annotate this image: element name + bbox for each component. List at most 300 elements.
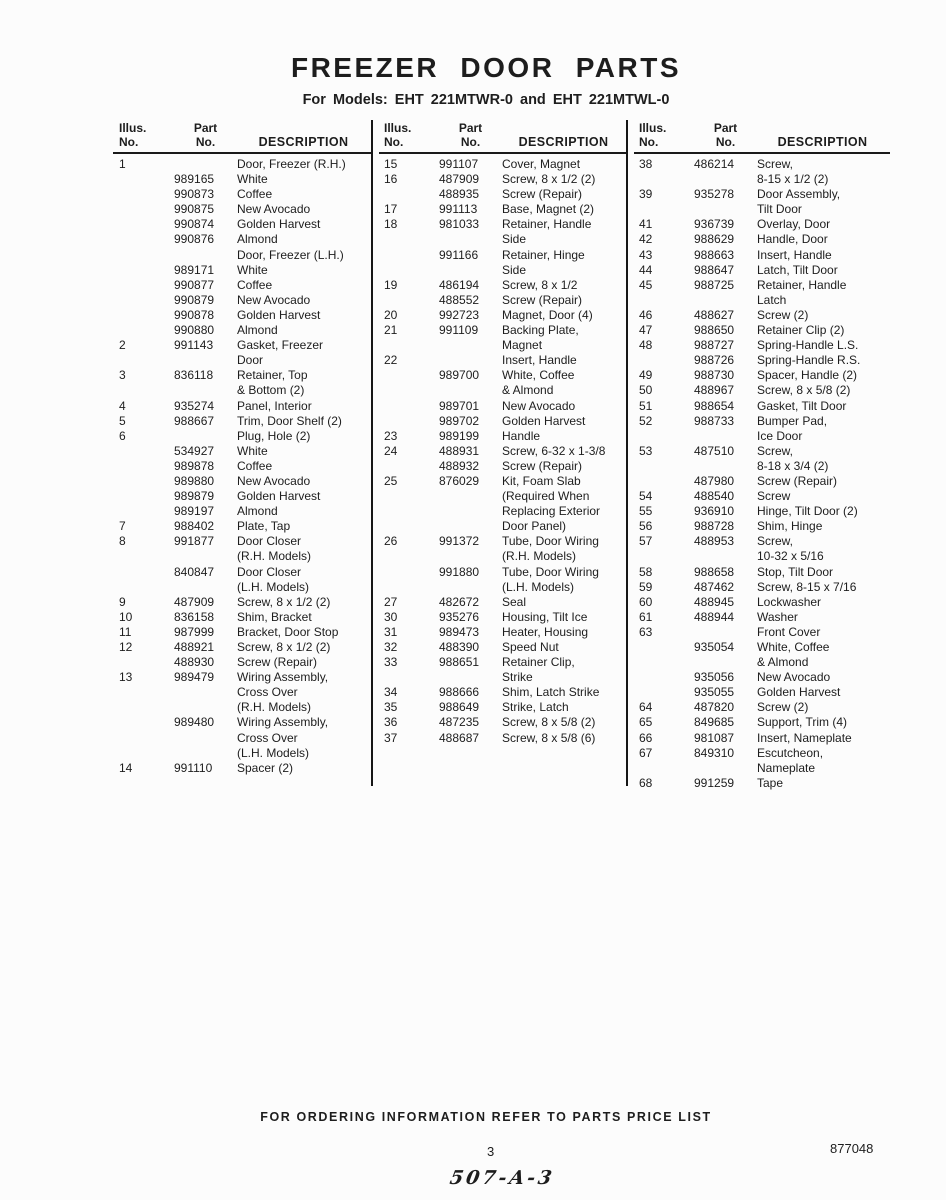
illus-no-cell: 49 bbox=[639, 368, 653, 383]
illus-no-cell: 57 bbox=[639, 534, 653, 549]
table-row bbox=[119, 368, 372, 383]
part-no-cell bbox=[439, 383, 502, 398]
table-row bbox=[384, 595, 627, 610]
table-row bbox=[639, 459, 890, 474]
illus-no-cell bbox=[384, 459, 439, 474]
illus-no-cell bbox=[119, 202, 174, 217]
part-no-cell: 488540 bbox=[694, 489, 735, 504]
illus-no-cell bbox=[639, 172, 694, 187]
description-cell: Tube, Door Wiring bbox=[502, 534, 599, 549]
description-cell: Door Assembly, bbox=[757, 187, 841, 202]
table-row bbox=[639, 746, 890, 761]
table-row bbox=[639, 565, 890, 580]
table-row bbox=[384, 655, 627, 670]
illus-no-cell: 35 bbox=[384, 700, 398, 715]
description-cell: Lockwasher bbox=[757, 594, 822, 609]
description-header: DESCRIPTION bbox=[777, 135, 868, 149]
description-cell: Door Closer bbox=[237, 564, 302, 579]
illus-no-cell bbox=[384, 519, 439, 534]
table-row bbox=[639, 731, 890, 746]
illus-no-cell: 46 bbox=[639, 307, 653, 322]
illus-no-cell: 31 bbox=[384, 624, 398, 639]
illus-no-cell: 9 bbox=[119, 594, 126, 609]
description-cell: Nameplate bbox=[757, 760, 816, 775]
table-row bbox=[639, 232, 890, 247]
part-no-cell: 488627 bbox=[694, 307, 735, 322]
illus-no-cell: 27 bbox=[384, 594, 398, 609]
part-no-cell: 989473 bbox=[439, 624, 480, 639]
illus-no-cell bbox=[639, 474, 694, 489]
description-cell: Gasket, Tilt Door bbox=[757, 398, 847, 413]
illus-no-cell bbox=[384, 338, 439, 353]
table-row bbox=[384, 731, 627, 746]
description-cell: Side bbox=[502, 232, 527, 247]
illus-no-cell: 51 bbox=[639, 398, 653, 413]
illus-no-cell bbox=[384, 565, 439, 580]
illus-no-cell: 1 bbox=[119, 157, 126, 171]
header-line: Illus. bbox=[384, 121, 412, 135]
illus-no-cell: 2 bbox=[119, 338, 126, 353]
description-cell: Replacing Exterior bbox=[502, 504, 601, 519]
illus-no-cell bbox=[119, 700, 174, 715]
parts-column-left bbox=[113, 121, 372, 776]
part-no-cell: 989880 bbox=[174, 473, 215, 488]
part-no-cell bbox=[439, 338, 502, 353]
illus-no-cell bbox=[639, 761, 694, 776]
description-cell: Shim, Hinge bbox=[757, 519, 823, 534]
handwritten-note: 507-A-3 bbox=[448, 1167, 557, 1189]
table-row bbox=[384, 187, 627, 202]
part-no-cell: 935055 bbox=[694, 685, 735, 700]
table-row bbox=[119, 278, 372, 293]
description-cell: Gasket, Freezer bbox=[237, 338, 324, 353]
header-line: Part bbox=[193, 121, 218, 135]
part-no-cell bbox=[694, 549, 757, 564]
table-row bbox=[384, 580, 627, 595]
illus-no-cell: 30 bbox=[384, 609, 398, 624]
table-row bbox=[119, 549, 372, 564]
part-no-cell bbox=[694, 625, 757, 640]
description-cell: (Required When bbox=[502, 489, 590, 504]
part-no-cell: 991880 bbox=[439, 564, 480, 579]
description-cell: (R.H. Models) bbox=[237, 549, 312, 564]
description-cell: Screw (2) bbox=[757, 700, 809, 715]
illus-no-cell bbox=[119, 308, 174, 323]
description-cell: Support, Trim (4) bbox=[757, 715, 848, 730]
table-row bbox=[119, 323, 372, 338]
illus-no-cell: 17 bbox=[384, 202, 398, 217]
part-no-cell bbox=[439, 263, 502, 278]
part-no-cell: 991372 bbox=[439, 534, 480, 549]
description-cell: Coffee bbox=[237, 458, 273, 473]
description-cell: Door Closer bbox=[237, 534, 302, 549]
illus-no-cell bbox=[119, 383, 174, 398]
part-no-cell: 988654 bbox=[694, 398, 735, 413]
part-no-cell bbox=[439, 504, 502, 519]
illus-no-cell bbox=[384, 549, 439, 564]
illus-no-cell bbox=[119, 474, 174, 489]
illus-no-cell bbox=[119, 580, 174, 595]
part-no-cell bbox=[174, 383, 237, 398]
description-cell: Almond bbox=[237, 504, 278, 519]
table-row bbox=[639, 172, 890, 187]
illus-no-cell bbox=[119, 278, 174, 293]
column-header bbox=[113, 121, 372, 154]
description-cell: 8-18 x 3/4 (2) bbox=[757, 458, 829, 473]
description-cell: Tape bbox=[757, 775, 784, 790]
table-row bbox=[639, 761, 890, 776]
part-no-cell: 988727 bbox=[694, 338, 735, 353]
description-cell: Screw (2) bbox=[757, 307, 809, 322]
page-number: 3 bbox=[487, 1144, 495, 1159]
description-cell: Door Panel) bbox=[502, 519, 567, 534]
table-row bbox=[119, 489, 372, 504]
table-row bbox=[639, 655, 890, 670]
part-no-cell: 990879 bbox=[174, 292, 215, 307]
table-row bbox=[384, 383, 627, 398]
illus-no-cell bbox=[384, 383, 439, 398]
part-no-cell: 876029 bbox=[439, 473, 480, 488]
description-cell: Screw (Repair) bbox=[502, 292, 583, 307]
description-cell: Golden Harvest bbox=[237, 307, 321, 322]
description-cell: Tube, Door Wiring bbox=[502, 564, 599, 579]
part-no-cell: 488967 bbox=[694, 383, 735, 398]
description-cell: Bumper Pad, bbox=[757, 413, 828, 428]
part-no-cell bbox=[694, 459, 757, 474]
description-cell: Escutcheon, bbox=[757, 745, 824, 760]
table-row bbox=[384, 685, 627, 700]
table-row bbox=[119, 715, 372, 730]
table-row bbox=[384, 670, 627, 685]
description-cell: New Avocado bbox=[237, 202, 311, 217]
illus-no-cell bbox=[384, 414, 439, 429]
table-row bbox=[384, 368, 627, 383]
table-row bbox=[384, 625, 627, 640]
table-row bbox=[119, 610, 372, 625]
description-cell: 8-15 x 1/2 (2) bbox=[757, 172, 829, 187]
illus-no-cell: 14 bbox=[119, 760, 133, 775]
table-row bbox=[384, 565, 627, 580]
part-no-cell bbox=[694, 172, 757, 187]
illus-no-header bbox=[384, 121, 439, 149]
part-no-cell: 981087 bbox=[694, 730, 735, 745]
table-row bbox=[384, 459, 627, 474]
part-no-cell bbox=[174, 580, 237, 595]
part-no-cell: 988728 bbox=[694, 519, 735, 534]
part-no-cell: 488687 bbox=[439, 730, 480, 745]
illus-no-cell: 61 bbox=[639, 609, 653, 624]
table-row bbox=[384, 429, 627, 444]
part-no-cell: 991109 bbox=[439, 323, 479, 338]
illus-no-cell bbox=[119, 293, 174, 308]
part-no-cell: 488935 bbox=[439, 187, 480, 202]
table-row bbox=[384, 489, 627, 504]
table-row bbox=[384, 263, 627, 278]
part-no-cell bbox=[439, 670, 502, 685]
table-row bbox=[384, 353, 627, 368]
illus-no-cell bbox=[384, 670, 439, 685]
table-row bbox=[384, 444, 627, 459]
table-row bbox=[639, 323, 890, 338]
part-no-cell: 989199 bbox=[439, 428, 480, 443]
table-row bbox=[639, 429, 890, 444]
illus-no-cell: 8 bbox=[119, 534, 126, 549]
illus-no-cell: 32 bbox=[384, 640, 398, 654]
description-cell: Plug, Hole (2) bbox=[237, 428, 311, 443]
illus-no-cell: 60 bbox=[639, 594, 653, 609]
illus-no-cell: 10 bbox=[119, 609, 133, 624]
part-no-cell: 486194 bbox=[439, 277, 480, 292]
table-row bbox=[384, 519, 627, 534]
part-no-cell: 990873 bbox=[174, 187, 215, 202]
table-row bbox=[639, 399, 890, 414]
part-no-cell: 488953 bbox=[694, 534, 735, 549]
header-line: No. bbox=[460, 135, 481, 149]
table-row bbox=[119, 746, 372, 761]
description-cell: Latch bbox=[757, 292, 787, 307]
table-row bbox=[384, 504, 627, 519]
description-cell: Trim, Door Shelf (2) bbox=[237, 413, 342, 428]
table-row bbox=[384, 293, 627, 308]
illus-no-cell bbox=[119, 746, 174, 761]
table-row bbox=[384, 217, 627, 232]
description-cell: White, Coffee bbox=[757, 640, 830, 654]
description-cell: Strike, Latch bbox=[502, 700, 569, 715]
description-cell: Overlay, Door bbox=[757, 217, 831, 232]
page-subtitle: For Models: EHT 221MTWR-0 and EHT 221MTWL-0 bbox=[302, 92, 670, 108]
description-cell: (L.H. Models) bbox=[237, 745, 310, 760]
description-cell: Insert, Nameplate bbox=[757, 730, 852, 745]
table-row bbox=[119, 580, 372, 595]
illus-no-cell: 53 bbox=[639, 443, 653, 458]
table-row bbox=[639, 263, 890, 278]
illus-no-cell: 3 bbox=[119, 368, 126, 383]
part-no-cell: 989171 bbox=[174, 262, 215, 277]
column-body bbox=[379, 154, 627, 746]
table-row bbox=[639, 338, 890, 353]
part-no-cell: 482672 bbox=[439, 594, 480, 609]
table-row bbox=[639, 248, 890, 263]
description-cell: Retainer, Handle bbox=[502, 217, 592, 232]
description-cell: Insert, Handle bbox=[757, 247, 832, 262]
header-line: No. bbox=[384, 135, 404, 149]
table-row bbox=[639, 202, 890, 217]
illus-no-cell bbox=[639, 459, 694, 474]
description-cell: New Avocado bbox=[237, 473, 311, 488]
part-no-cell: 988629 bbox=[694, 232, 735, 247]
column-divider bbox=[626, 120, 628, 786]
part-no-cell: 991143 bbox=[174, 338, 214, 353]
table-row bbox=[639, 610, 890, 625]
description-cell: Retainer, Handle bbox=[757, 277, 847, 292]
illus-no-cell bbox=[384, 293, 439, 308]
part-no-cell bbox=[439, 232, 502, 247]
part-no-cell: 989165 bbox=[174, 172, 215, 187]
part-no-cell: 989479 bbox=[174, 670, 215, 685]
table-row bbox=[119, 172, 372, 187]
table-row bbox=[119, 459, 372, 474]
illus-no-cell bbox=[384, 368, 439, 383]
illus-no-cell: 16 bbox=[384, 172, 398, 187]
part-no-cell: 936910 bbox=[694, 504, 735, 519]
description-cell: Almond bbox=[237, 232, 278, 247]
description-cell: Retainer, Hinge bbox=[502, 247, 585, 262]
part-no-cell: 487909 bbox=[439, 172, 480, 187]
illus-no-cell bbox=[639, 670, 694, 685]
description-cell: (L.H. Models) bbox=[502, 579, 575, 594]
illus-no-cell bbox=[119, 565, 174, 580]
part-no-cell: 988658 bbox=[694, 564, 735, 579]
part-no-cell: 989702 bbox=[439, 413, 480, 428]
illus-no-cell bbox=[119, 459, 174, 474]
description-cell: Screw, 8 x 1/2 (2) bbox=[237, 594, 331, 609]
illus-no-cell: 5 bbox=[119, 413, 126, 428]
part-no-cell: 991877 bbox=[174, 534, 215, 549]
part-no-cell: 989480 bbox=[174, 715, 215, 730]
column-body bbox=[634, 154, 890, 791]
description-cell: New Avocado bbox=[757, 670, 831, 685]
table-row bbox=[119, 293, 372, 308]
illus-no-cell: 37 bbox=[384, 730, 398, 745]
illus-no-cell bbox=[119, 323, 174, 338]
description-cell: Speed Nut bbox=[502, 640, 559, 654]
description-cell: Cross Over bbox=[237, 730, 298, 745]
part-no-cell: 488944 bbox=[694, 609, 735, 624]
description-cell: Screw, 8 x 5/8 (2) bbox=[502, 715, 596, 730]
part-no-cell: 935276 bbox=[439, 609, 480, 624]
table-row bbox=[119, 383, 372, 398]
table-row bbox=[384, 232, 627, 247]
part-no-cell: 487462 bbox=[694, 579, 735, 594]
part-no-cell bbox=[174, 549, 237, 564]
table-row bbox=[639, 519, 890, 534]
part-no-cell: 990878 bbox=[174, 307, 215, 322]
description-cell: New Avocado bbox=[502, 398, 576, 413]
part-no-cell bbox=[174, 746, 237, 761]
table-row bbox=[639, 293, 890, 308]
illus-no-cell bbox=[119, 217, 174, 232]
description-cell: Wiring Assembly, bbox=[237, 670, 329, 685]
parts-column-middle bbox=[379, 121, 627, 746]
description-cell: Door, Freezer (L.H.) bbox=[237, 247, 344, 262]
part-no-cell bbox=[439, 580, 502, 595]
description-cell: Screw, 8 x 5/8 (2) bbox=[757, 383, 851, 398]
table-row bbox=[639, 474, 890, 489]
description-cell: Retainer Clip, bbox=[502, 655, 575, 670]
description-cell: & Bottom (2) bbox=[237, 383, 305, 398]
part-no-cell: 981033 bbox=[439, 217, 480, 232]
table-row bbox=[119, 761, 372, 776]
illus-no-cell bbox=[639, 353, 694, 368]
description-cell: Door, Freezer (R.H.) bbox=[237, 157, 346, 171]
table-row bbox=[119, 217, 372, 232]
illus-no-cell bbox=[384, 232, 439, 247]
part-no-cell: 840847 bbox=[174, 564, 215, 579]
illus-no-cell: 59 bbox=[639, 579, 653, 594]
illus-no-cell: 36 bbox=[384, 715, 398, 730]
part-no-cell: 990876 bbox=[174, 232, 215, 247]
illus-no-cell bbox=[119, 685, 174, 700]
illus-no-cell bbox=[384, 504, 439, 519]
description-cell: Ice Door bbox=[757, 428, 803, 443]
table-row bbox=[119, 700, 372, 715]
part-no-cell: 991166 bbox=[439, 247, 479, 262]
description-cell: Screw, 8 x 1/2 (2) bbox=[502, 172, 596, 187]
description-cell: White bbox=[237, 262, 268, 277]
description-cell: Magnet bbox=[502, 338, 543, 353]
part-no-cell bbox=[439, 519, 502, 534]
table-row bbox=[384, 549, 627, 564]
description-cell: Tilt Door bbox=[757, 202, 802, 217]
part-no-cell: 935054 bbox=[694, 640, 735, 654]
illus-no-cell: 23 bbox=[384, 428, 398, 443]
illus-no-cell: 58 bbox=[639, 564, 653, 579]
description-cell: Screw (Repair) bbox=[757, 473, 838, 488]
part-no-cell: 988663 bbox=[694, 247, 735, 262]
part-no-cell: 991110 bbox=[174, 760, 213, 775]
header-line: No. bbox=[715, 135, 736, 149]
illus-no-cell: 65 bbox=[639, 715, 653, 730]
illus-no-cell: 12 bbox=[119, 640, 133, 654]
illus-no-cell: 38 bbox=[639, 157, 653, 171]
doc-number: 877048 bbox=[830, 1141, 874, 1156]
part-no-cell: 935056 bbox=[694, 670, 735, 685]
table-row bbox=[639, 504, 890, 519]
part-no-cell bbox=[174, 353, 237, 368]
table-row bbox=[119, 157, 372, 172]
table-row bbox=[384, 172, 627, 187]
table-row bbox=[119, 429, 372, 444]
illus-no-cell bbox=[119, 504, 174, 519]
part-no-cell bbox=[694, 293, 757, 308]
part-no-cell: 989700 bbox=[439, 368, 480, 383]
part-no-cell: 487820 bbox=[694, 700, 735, 715]
part-no-cell bbox=[174, 157, 237, 172]
part-no-cell bbox=[694, 429, 757, 444]
description-cell: Handle bbox=[502, 428, 541, 443]
part-no-cell: 990880 bbox=[174, 323, 215, 338]
table-row bbox=[384, 610, 627, 625]
part-no-cell: 935274 bbox=[174, 398, 215, 413]
illus-no-cell bbox=[639, 640, 694, 655]
table-row bbox=[384, 715, 627, 730]
page-title: FREEZER DOOR PARTS bbox=[290, 52, 682, 83]
illus-no-cell bbox=[119, 353, 174, 368]
table-row bbox=[639, 187, 890, 202]
description-cell: Screw bbox=[757, 489, 791, 504]
description-cell: Screw (Repair) bbox=[237, 655, 318, 670]
part-no-cell: 988402 bbox=[174, 519, 215, 534]
description-cell: & Almond bbox=[502, 383, 554, 398]
description-cell: Spacer (2) bbox=[237, 760, 294, 775]
table-row bbox=[639, 217, 890, 232]
part-no-cell: 988650 bbox=[694, 323, 735, 338]
illus-no-cell: 44 bbox=[639, 262, 653, 277]
table-row bbox=[119, 731, 372, 746]
part-no-cell: 487909 bbox=[174, 594, 215, 609]
part-no-cell: 488921 bbox=[174, 640, 215, 654]
description-cell: Handle, Door bbox=[757, 232, 828, 247]
description-cell: Retainer, Top bbox=[237, 368, 308, 383]
part-no-cell: 849685 bbox=[694, 715, 735, 730]
table-row bbox=[119, 670, 372, 685]
illus-no-cell bbox=[384, 263, 439, 278]
illus-no-cell: 43 bbox=[639, 247, 653, 262]
table-row bbox=[384, 640, 627, 655]
description-cell: Screw, bbox=[757, 157, 794, 171]
illus-no-header bbox=[119, 121, 174, 149]
description-header: DESCRIPTION bbox=[518, 135, 609, 149]
